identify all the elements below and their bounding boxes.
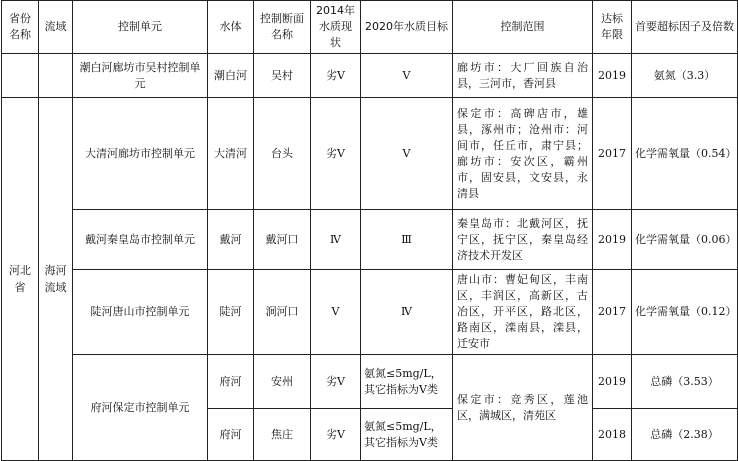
factor-cell: 化学需氧量（0.06） [632,210,738,270]
target-2020-cell: Ⅴ [361,98,453,210]
basin-cell-empty [39,54,73,98]
year-cell: 2019 [593,355,632,409]
water-cell: 大清河 [208,98,254,210]
unit-cell: 府河保定市控制单元 [73,355,208,461]
section-cell: 戴河口 [254,210,311,270]
header-row [2,1,738,54]
header-unit: 控制单元 [73,1,208,54]
scope-cell: 唐山市：曹妃甸区，丰南区，丰润区，高新区，古冶区，开平区，路北区，路南区，滦南县，滦县，迁安市 [453,270,593,355]
scope-cell: 廊坊市：大厂回族自治县，三河市，香河县 [453,54,593,98]
province-cell: 河北省 [2,98,39,461]
header-status-2014: 2014年水质现状 [311,1,361,54]
status-2014-cell: 劣Ⅴ [311,98,361,210]
header-factor: 首要超标因子及倍数 [632,1,738,54]
year-cell: 2019 [593,54,632,98]
header-section: 控制断面名称 [254,1,311,54]
scope-cell: 保定市：竞秀区，莲池区，满城区，清苑区 [453,355,593,461]
header-target-2020: 2020年水质目标 [361,1,453,54]
water-cell: 潮白河 [208,54,254,98]
header-scope: 控制范围 [453,1,593,54]
factor-cell: 总磷（2.38） [632,409,738,461]
factor-cell: 氨氮（3.3） [632,54,738,98]
year-cell: 2017 [593,270,632,355]
section-cell: 安州 [254,355,311,409]
water-cell: 府河 [208,409,254,461]
table-row [2,98,738,210]
target-2020-cell: Ⅲ [361,210,453,270]
section-cell: 台头 [254,98,311,210]
header-water: 水体 [208,1,254,54]
table-row [2,270,738,355]
water-cell: 陡河 [208,270,254,355]
scope-cell: 秦皇岛市：北戴河区，抚宁区，抚宁区，秦皇岛经济技术开发区 [453,210,593,270]
status-2014-cell: Ⅴ [311,270,361,355]
unit-cell: 潮白河廊坊市吴村控制单元 [73,54,208,98]
header-province: 省份名称 [2,1,39,54]
status-2014-cell: Ⅳ [311,210,361,270]
target-2020-cell: 氨氮≤5mg/L，其它指标为Ⅴ类 [361,355,453,409]
province-cell-empty [2,54,39,98]
water-cell: 府河 [208,355,254,409]
scope-cell: 保定市：高碑店市，雄县，涿州市；沧州市：河间市，任丘市，肃宁县；廊坊市：安次区，霸州市，固安县，文安县，永清县 [453,98,593,210]
factor-cell: 化学需氧量（0.12） [632,270,738,355]
basin-cell: 海河流域 [39,98,73,461]
year-cell: 2017 [593,98,632,210]
unit-cell: 陡河唐山市控制单元 [73,270,208,355]
table-row [2,355,738,409]
factor-cell: 化学需氧量（0.54） [632,98,738,210]
water-cell: 戴河 [208,210,254,270]
unit-cell: 戴河秦皇岛市控制单元 [73,210,208,270]
table-row [2,54,738,98]
control-unit-table [1,0,738,461]
year-cell: 2019 [593,210,632,270]
status-2014-cell: 劣Ⅴ [311,409,361,461]
unit-cell: 大清河廊坊市控制单元 [73,98,208,210]
section-cell: 涧河口 [254,270,311,355]
year-cell: 2018 [593,409,632,461]
status-2014-cell: 劣Ⅴ [311,54,361,98]
target-2020-cell: Ⅴ [361,54,453,98]
status-2014-cell: 劣Ⅴ [311,355,361,409]
target-2020-cell: Ⅳ [361,270,453,355]
section-cell: 吴村 [254,54,311,98]
header-year: 达标年限 [593,1,632,54]
table-row [2,210,738,270]
target-2020-cell: 氨氮≤5mg/L，其它指标为Ⅴ类 [361,409,453,461]
header-basin: 流域 [39,1,73,54]
factor-cell: 总磷（3.53） [632,355,738,409]
section-cell: 焦庄 [254,409,311,461]
